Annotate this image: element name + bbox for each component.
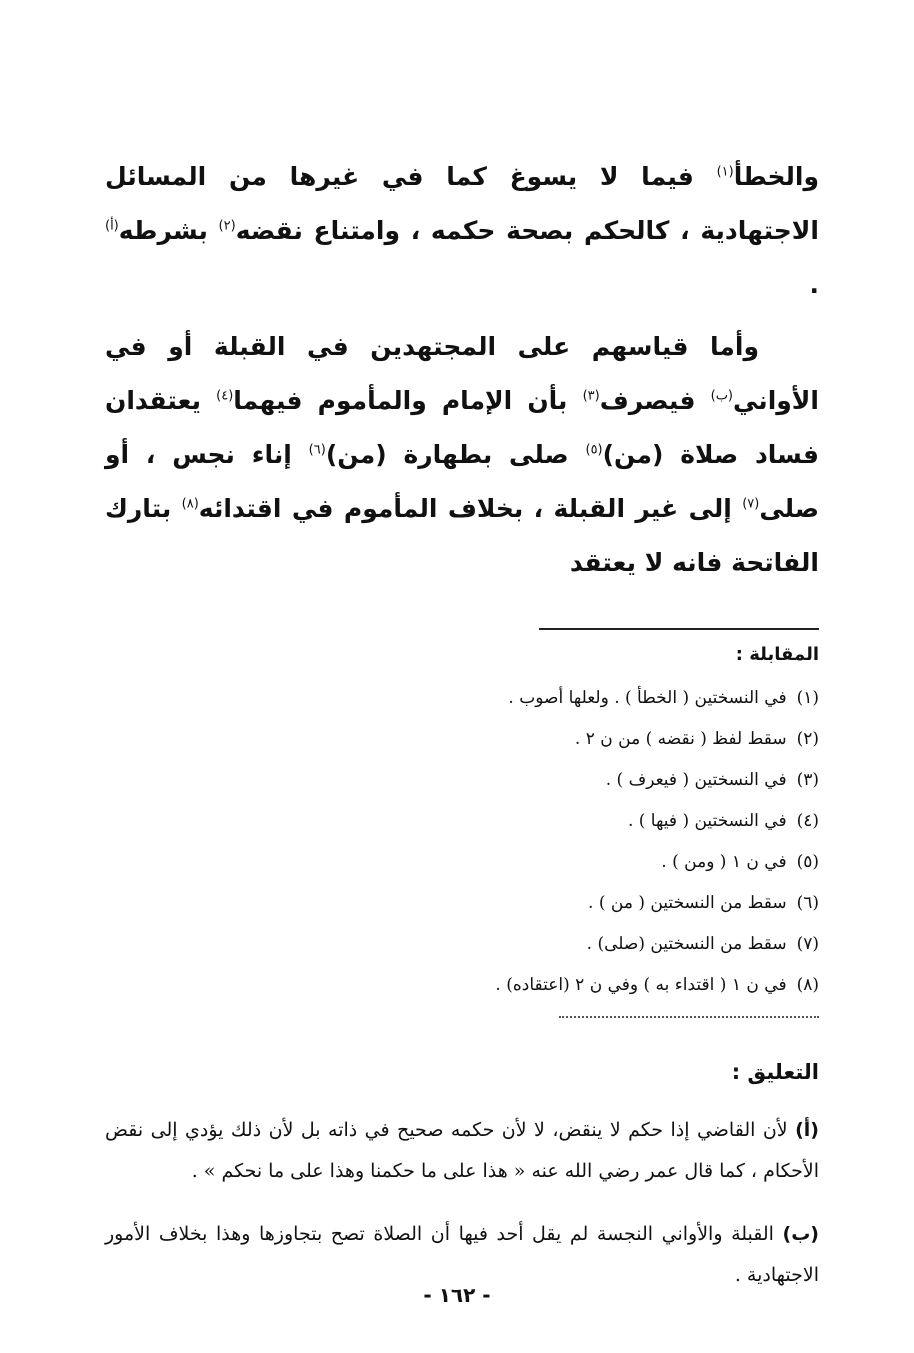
footnote-marker: (٤) (216, 388, 234, 404)
footnote-marker: (٥) (585, 442, 603, 458)
comment-text: القبلة والأواني النجسة لم يقل أحد فيها أن الصلاة تصح بتجاوزها وهذا بخلاف الأمور الاجتهادية . (105, 1223, 819, 1286)
main-paragraph-1 (105, 150, 819, 312)
note-number: (٤) (796, 811, 819, 831)
note-number: (٥) (796, 852, 819, 872)
comment-text: لأن القاضي إذا حكم لا ينقض، لا لأن حكمه صحيح في ذاته بل لأن ذلك يؤدي إلى نقض الأحكام ، كما قال عمر رضي الله عنه « هذا على ما حكمنا وهذا على ما نحكم » . (105, 1119, 819, 1182)
note-item (105, 883, 819, 924)
footnote-marker: (٧) (742, 496, 760, 512)
note-number: (٣) (796, 770, 819, 790)
note-text: في النسختين ( فيعرف ) . (605, 770, 787, 790)
text-segment: صلى بطهارة (من) (325, 440, 586, 469)
note-item (105, 719, 819, 760)
note-number: (٦) (796, 893, 819, 913)
note-text: في ن ١ ( اقتداء به ) وفي ن ٢ (اعتقاده) . (495, 975, 787, 995)
note-item (105, 924, 819, 965)
text-segment: وأما قياسهم على المجتهدين في القبلة أو في الأواني (105, 332, 819, 415)
note-text: في ن ١ ( ومن ) . (661, 852, 787, 872)
main-text (105, 150, 819, 590)
footnote-marker: (٦) (308, 442, 326, 458)
commentary-marker: (أ) (105, 218, 119, 234)
note-number: (١) (796, 688, 819, 708)
muqabala-heading: المقابلة : (735, 644, 819, 665)
note-number: (٢) (796, 729, 819, 749)
note-number: (٧) (796, 934, 819, 954)
note-item (105, 678, 819, 719)
footnote-marker: (٢) (218, 218, 236, 234)
text-segment: إلى غير القبلة ، بخلاف المأموم في اقتدائه (198, 494, 743, 523)
note-item (105, 801, 819, 842)
text-segment: بأن الإمام والمأموم فيهما (233, 386, 583, 415)
text-segment: فيما لا يسوغ كما في غيرها من المسائل الاجتهادية ، كالحكم بصحة حكمه ، وامتناع نقضه (105, 162, 819, 245)
note-text: سقط من النسختين (صلى) . (586, 934, 787, 954)
text-segment: إناء نجس ، أو صلى (105, 440, 819, 523)
note-item (105, 760, 819, 801)
footnote-marker: (٣) (582, 388, 600, 404)
note-text: سقط من النسختين ( من ) . (588, 893, 787, 913)
commentary-marker: (ب) (710, 388, 734, 404)
note-text: في النسختين ( فيها ) . (627, 811, 787, 831)
footnote-marker: (٨) (181, 496, 199, 512)
main-paragraph-2 (105, 320, 819, 590)
text-segment: يعتقدان فساد صلاة (من) (105, 386, 819, 469)
footnote-marker: (١) (716, 164, 734, 180)
comment-label: (أ) (795, 1119, 819, 1141)
text-segment: فيصرف (599, 386, 711, 415)
muqabala-notes (105, 678, 819, 1006)
text-segment: بتارك الفاتحة فانه لا يعتقد (105, 494, 819, 577)
page-number: - ١٦٢ - (423, 1283, 491, 1307)
comment-label: (ب) (782, 1223, 819, 1245)
text-segment: بشرطه (118, 216, 219, 245)
footnote-divider (539, 628, 819, 630)
text-segment: . (809, 270, 819, 299)
note-text: في النسختين ( الخطأ ) . ولعلها أصوب . (508, 688, 787, 708)
taaliq-heading: التعليق : (731, 1060, 819, 1084)
dotted-separator (559, 1016, 819, 1018)
text-segment: والخطأ (733, 162, 819, 191)
note-item (105, 842, 819, 883)
note-item (105, 965, 819, 1006)
note-text: سقط لفظ ( نقضه ) من ن ٢ . (574, 729, 787, 749)
note-number: (٨) (796, 975, 819, 995)
comment-a (105, 1110, 819, 1192)
